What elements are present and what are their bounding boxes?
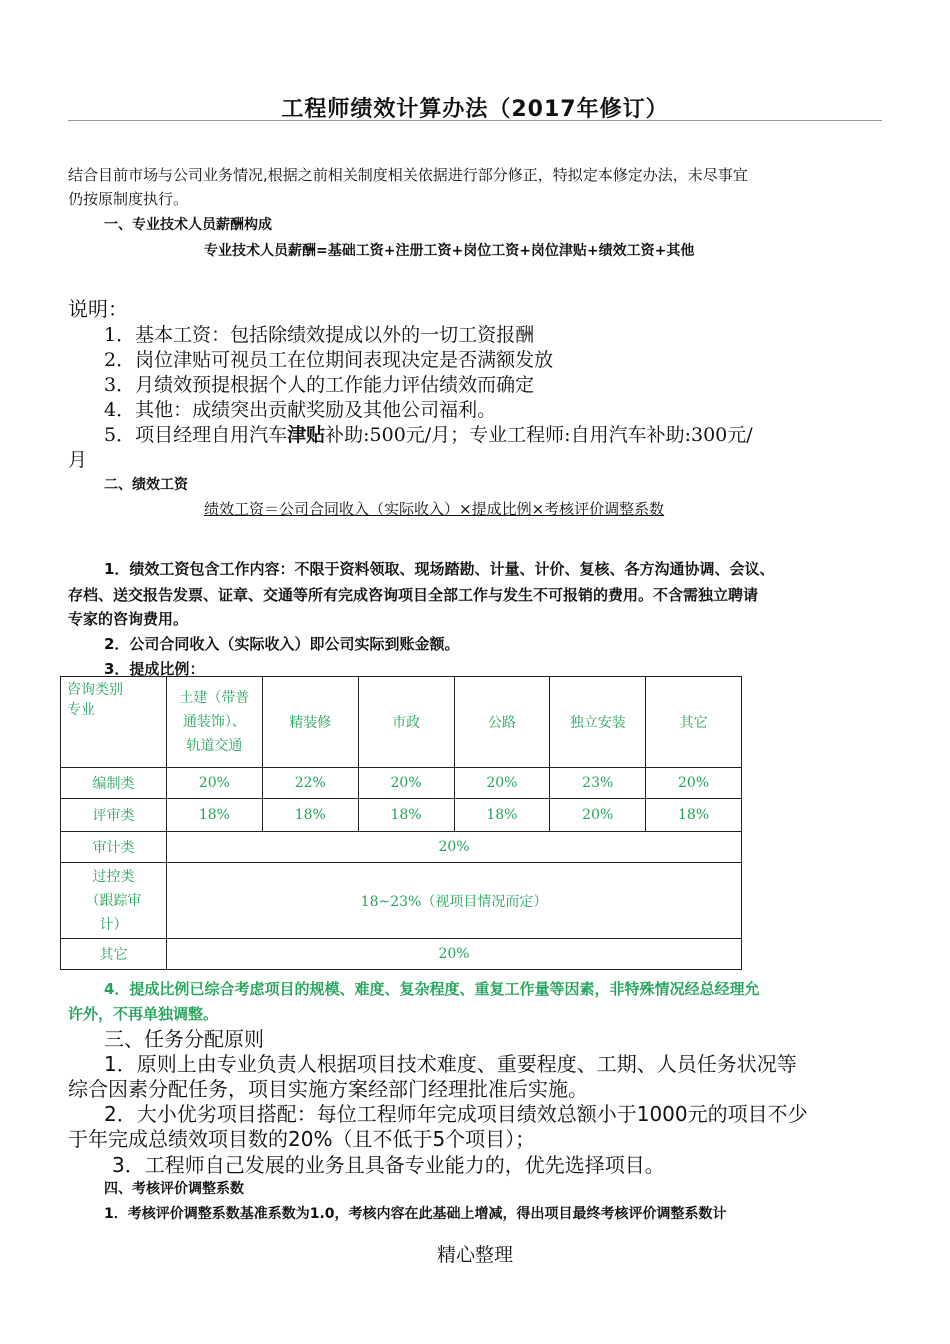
col-header-civil: [167, 677, 263, 768]
note-item-5-pre: 5．项目经理自用汽车: [104, 424, 288, 446]
s2-p4-line-2: 许外，不再单独调整。: [68, 1005, 219, 1023]
s2-p3: 3．提成比例：: [104, 660, 205, 678]
s3-p2-line-2: 于年完成总绩效项目数的20%（且不低于5个项目）；: [68, 1127, 536, 1151]
s2-p4-line-1: 4．提成比例已综合考虑项目的规模、难度、复杂程度、重复工作量等因素，非特殊情况经总经理允: [104, 980, 760, 998]
table-row: [61, 832, 742, 863]
note-item: 4．其他：成绩突出贡献奖励及其他公司福利。: [104, 399, 497, 421]
row-label-line: 计）: [99, 916, 128, 933]
s3-p2-line-1: 2．大小优劣项目搭配：每位工程师年完成项目绩效总额小于1000元的项目不少: [104, 1102, 808, 1126]
table-cell: 20%: [358, 768, 454, 799]
note-item: 2．岗位津贴可视员工在位期间表现决定是否满额发放: [104, 349, 554, 371]
table-cell: 18%: [167, 799, 263, 832]
table-header-row: [61, 677, 742, 768]
row-label-compile: 编制类: [61, 768, 167, 799]
note-item-5-post: 补助:500元/月；专业工程师:自用汽车补助:300元/: [325, 424, 753, 446]
table-merged-cell: 18~23%（视项目情况而定）: [167, 863, 742, 939]
col-header-line: 轨道交通: [186, 738, 243, 754]
section1-heading: 一、专业技术人员薪酬构成: [104, 217, 272, 233]
table-cell: 20%: [167, 768, 263, 799]
intro-line-1: 结合目前市场与公司业务情况,根据之前相关制度相关依据进行部分修正，特拟定本修定办法，未尽事宜: [68, 166, 748, 184]
col-header-municipal: 市政: [358, 677, 454, 768]
table-merged-cell: 20%: [167, 939, 742, 970]
table-cell: 20%: [454, 768, 550, 799]
table-cell: 23%: [550, 768, 646, 799]
note-item-5: [104, 420, 753, 447]
header-specialty-label: 专业: [67, 702, 95, 718]
row-label-line: 过控类: [92, 868, 135, 885]
table-cell: 18%: [454, 799, 550, 832]
col-header-line: 土建（带普: [179, 690, 250, 706]
table-corner-header: [61, 677, 167, 768]
note-item-5-bold: 津贴: [287, 424, 326, 446]
intro-line-2: 仍按原制度执行。: [68, 190, 189, 208]
s4-p1: 1．考核评价调整系数基准系数为1.0，考核内容在此基础上增减，得出项目最终考核评价调整系数计: [104, 1206, 727, 1222]
section3-heading: 三、任务分配原则: [104, 1027, 264, 1051]
table-cell: 18%: [262, 799, 358, 832]
table-row: [61, 863, 742, 939]
col-header-decoration: 精装修: [262, 677, 358, 768]
s3-p1-line-1: 1．原则上由专业负责人根据项目技术难度、重要程度、工期、人员任务状况等: [104, 1052, 797, 1076]
s3-p3: 3．工程师自己发展的业务且具备专业能力的，优先选择项目。: [112, 1153, 665, 1177]
salary-formula: 专业技术人员薪酬=基础工资+注册工资+岗位工资+岗位津贴+绩效工资+其他: [204, 243, 695, 259]
section2-heading: 二、绩效工资: [104, 477, 188, 493]
note-item-5-cont: 月: [68, 449, 88, 471]
commission-rate-table: [60, 676, 742, 970]
note-item: 1．基本工资：包括除绩效提成以外的一切工资报酬: [104, 324, 535, 346]
table-cell: 18%: [358, 799, 454, 832]
header-category-label: 咨询类别: [67, 682, 123, 698]
row-label-review: 评审类: [61, 799, 167, 832]
table-row: [61, 939, 742, 970]
note-item: 3．月绩效预提根据个人的工作能力评估绩效而确定: [104, 374, 535, 396]
table-merged-cell: 20%: [167, 832, 742, 863]
col-header-installation: 独立安装: [550, 677, 646, 768]
s2-p1-line-2: 存档、送交报告发票、证章、交通等所有完成咨询项目全部工作与发生不可报销的费用。不含需独立聘请: [68, 586, 759, 604]
table-cell: 22%: [262, 768, 358, 799]
s2-p2: 2．公司合同收入（实际收入）即公司实际到账金额。: [104, 635, 460, 653]
notes-label: 说明：: [68, 297, 128, 321]
col-header-line: 通装饰）、: [182, 714, 246, 730]
table-cell: 20%: [550, 799, 646, 832]
row-label-other: 其它: [61, 939, 167, 970]
row-label-audit: 审计类: [61, 832, 167, 863]
table-row: [61, 799, 742, 832]
table-cell: 18%: [646, 799, 742, 832]
col-header-highway: 公路: [454, 677, 550, 768]
table-cell: 20%: [646, 768, 742, 799]
page-title: 工程师绩效计算办法（2017年修订）: [281, 97, 669, 122]
col-header-other: 其它: [646, 677, 742, 768]
table-row: [61, 768, 742, 799]
row-label-process-control: [61, 863, 167, 939]
title-divider: [68, 120, 882, 121]
s2-p1-line-1: 1．绩效工资包含工作内容：不限于资料领取、现场踏勘、计量、计价、复核、各方沟通协调、会议、: [104, 560, 775, 578]
s3-p1-line-2: 综合因素分配任务，项目实施方案经部门经理批准后实施。: [68, 1077, 588, 1101]
s2-p1-line-3: 专家的咨询费用。: [68, 610, 189, 628]
bonus-formula: 绩效工资＝公司合同收入（实际收入）×提成比例×考核评价调整系数: [204, 500, 665, 518]
section4-heading: 四、考核评价调整系数: [104, 1181, 244, 1197]
row-label-line: （跟踪审: [85, 892, 142, 909]
page-footer: 精心整理: [436, 1244, 513, 1266]
